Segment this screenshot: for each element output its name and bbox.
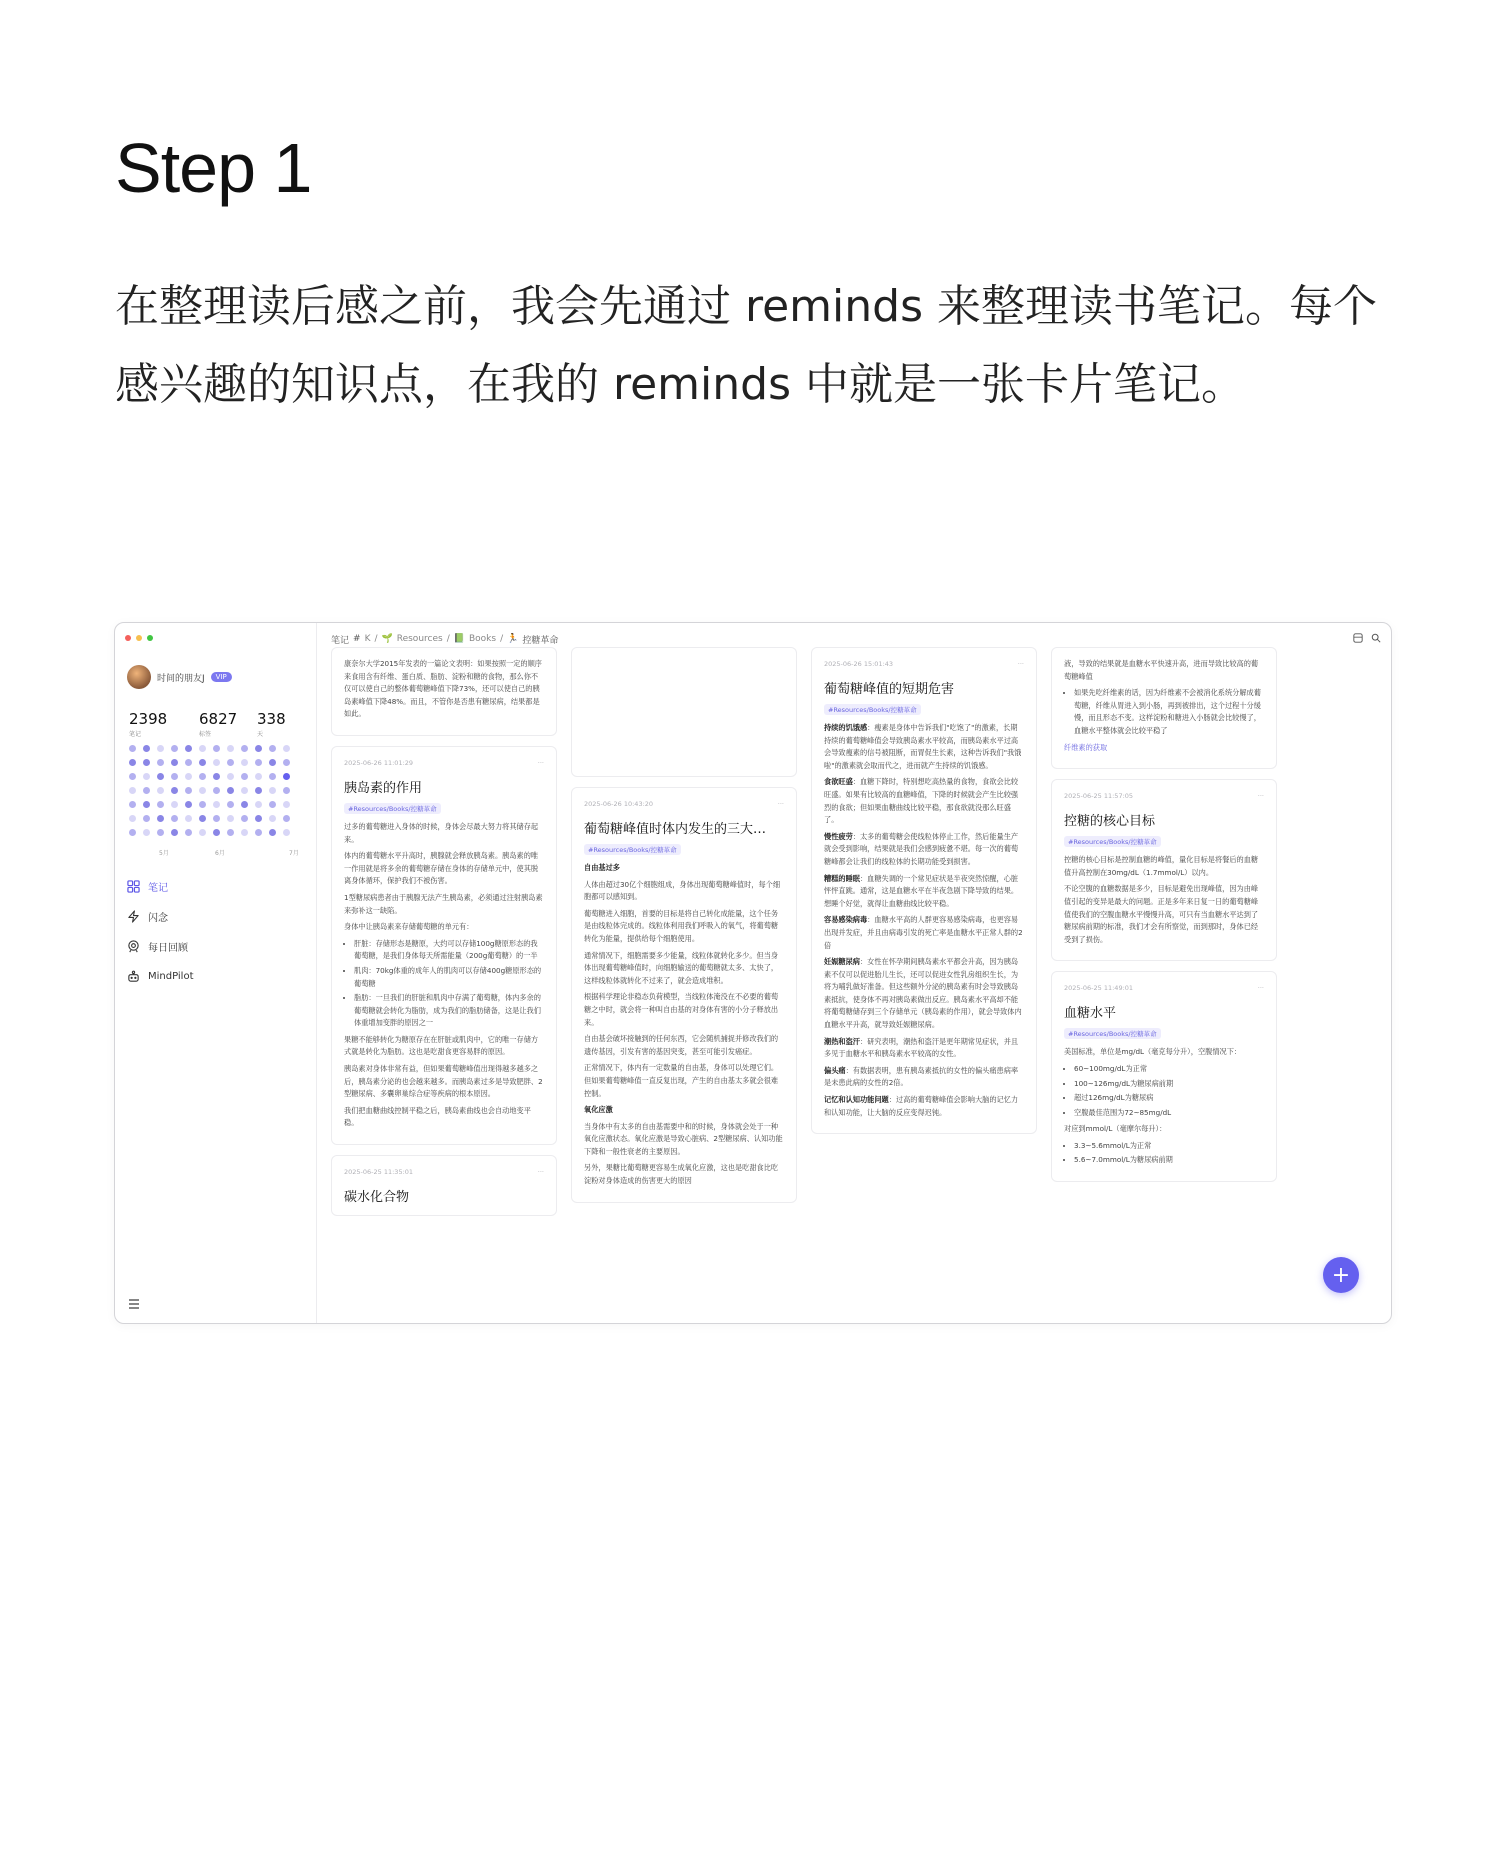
breadcrumb: 笔记 # K / 🌱 Resources / 📗 Books / 🏃 控糖革命 <box>317 623 1391 655</box>
heatmap-cell[interactable] <box>199 829 206 836</box>
heatmap-cell[interactable] <box>129 815 136 822</box>
heatmap-cell[interactable] <box>255 829 262 836</box>
note-title: 血糖水平 <box>1064 1006 1117 1022</box>
heatmap-cell[interactable] <box>227 815 234 822</box>
note-tag[interactable]: #Resources/Books/控糖革命 <box>824 704 921 715</box>
note-title: 葡萄糖峰值的短期危害 <box>824 682 955 697</box>
heatmap-cell[interactable] <box>255 745 262 752</box>
sidebar-nav <box>127 871 194 991</box>
stat-value: 338 <box>257 710 286 728</box>
sidebar <box>115 623 317 1323</box>
note-tag[interactable]: #Resources/Books/控糖革命 <box>584 844 681 855</box>
heatmap-month-label: 7月 <box>289 850 299 857</box>
heatmap-cell[interactable] <box>143 759 150 766</box>
note-title: 碳水化合物 <box>344 1190 410 1206</box>
note-tag[interactable]: #Resources/Books/控糖革命 <box>344 803 441 814</box>
breadcrumb-books[interactable]: Books <box>468 634 497 644</box>
heatmap-cell[interactable] <box>185 773 192 780</box>
vip-badge: VIP <box>211 672 232 682</box>
note-body: 美国标准，单位是mg/dL（毫克每分升），空腹情况下： • 60~100mg/dL为正常 • 100~126mg/dL为糖尿病前期 • 超过126mg/dL为糖尿病 • 空腹最佳范围为72~85mg/dL 对应到mmol/L（毫摩尔每升）： • 3.3~5.6mmol/L为正常 • 5.6~7.0mmol/L为糖尿病前期 <box>1064 1046 1264 1167</box>
note-card[interactable] <box>331 647 557 736</box>
heatmap-cell[interactable] <box>255 773 262 780</box>
user-name: 时间的朋友J <box>157 673 205 684</box>
review-icon <box>127 940 140 953</box>
search-icon[interactable] <box>1371 633 1381 643</box>
heatmap-cell[interactable] <box>157 815 164 822</box>
heatmap-cell[interactable] <box>269 829 276 836</box>
sidebar-item-label: 笔记 <box>148 882 168 894</box>
heatmap-cell[interactable] <box>171 759 178 766</box>
heatmap-cell[interactable] <box>185 801 192 808</box>
heatmap-cell[interactable] <box>227 787 234 794</box>
note-body: 控糖的核心目标是控制血糖的峰值，量化目标是将餐后的血糖值升高控制在30mg/dL（1.7mmol/L）以内。 不论空腹的血糖数据是多少，目标是避免出现峰值，因为由峰值引起的变异是最大的问题。正是多年来日复一日的葡萄糖峰值使我们的空腹血糖水平慢慢升高，可只有当血糖水平达到了糖尿病前期的标准，我们才会有所察觉，而到那时，身体已经受到了损伤。 <box>1064 855 1259 944</box>
heatmap-cell[interactable] <box>171 815 178 822</box>
note-card[interactable] <box>1051 779 1277 961</box>
note-body: 过多的葡萄糖进入身体的时候，身体会尽最大努力将其储存起来。 体内的葡萄糖水平升高时，胰腺就会释放胰岛素。胰岛素的唯一作用就是将多余的葡萄糖存储在身体的存储单元中，使其脱离身体循环，保护我们不被伤害。 1型糖尿病患者由于胰腺无法产生胰岛素，必须通过注射胰岛素来弥补这一缺陷。 身体中让胰岛素来存储葡萄糖的单元有： • 肝脏：存储形态是糖原，大约可以存储100g糖原形态的我葡萄糖，是我们身体每天所需能量（200g葡萄糖）的一半 • 肌肉：70kg体重的成年人的肌肉可以存储400g糖原形态的葡萄糖 • 脂肪：一旦我们的肝脏和肌肉中存满了葡萄糖，体内多余的葡萄糖就会转化为脂肪，成为我们的脂肪储备，这是让我们体重增加变胖的原因之一 果糖不能够转化为糖原存在在肝脏或肌肉中，它的唯一存储方式就是转化为脂肪。这也是吃甜食更容易胖的原因。 胰岛素对身体非常有益，但如果葡萄糖峰值出现得越多越多之后，胰岛素分泌的也会越来越多。而胰岛素过多是导致肥胖、2型糖尿病、多囊卵巢综合症等疾病的根本原因。 我们把血糖曲线控制平稳之后，胰岛素曲线也会自动地变平稳。 <box>344 821 544 1130</box>
heatmap-cell[interactable] <box>171 745 178 752</box>
more-icon[interactable]: ··· <box>537 758 544 767</box>
heatmap-cell[interactable] <box>157 759 164 766</box>
heatmap-cell[interactable] <box>185 787 192 794</box>
heatmap-cell[interactable] <box>269 787 276 794</box>
heatmap-cell[interactable] <box>129 801 136 808</box>
note-body: 自由基过多 人体由超过30亿个细胞组成，身体出现葡萄糖峰值时，每个细胞都可以感知到。 葡萄糖进入细胞，首要的目标是将自己转化成能量，这个任务是由线粒体完成的。线粒体利用我们呼吸入的氧气，将葡萄糖转化为能量，提供给每个细胞使用。 通常情况下，细胞需要多少能量，线粒体就转化多少。但当身体出现葡萄糖峰值时，向细胞输送的葡萄糖就太多、太快了，这样线粒体就转化不过来了，就会造成堆积。 根据科学理论非稳态负荷模型，当线粒体淹没在不必要的葡萄糖之中时，就会将一种叫自由基的对身体有害的小分子释放出来。 自由基会破坏接触到的任何东西，它会随机捕捉并修改我们的遗传基因，引发有害的基因突变，甚至可能引发癌症。 正常情况下，体内有一定数量的自由基，身体可以处理它们。但如果葡萄糖峰值一直反复出现，产生的自由基太多就会很难控制。 氧化应激 当身体中有太多的自由基需要中和的时候，身体就会处于一种氧化应激状态。氧化应激是导致心脏病、2型糖尿病、认知功能下降和一般性衰老的主要原因。 另外，果糖比葡萄糖更容易生成氧化应激，这也是吃甜食比吃淀粉对身体造成的伤害更大的原因 <box>584 863 783 1186</box>
heatmap-cell[interactable] <box>199 815 206 822</box>
note-card[interactable] <box>1051 647 1277 769</box>
heatmap-cell[interactable] <box>157 829 164 836</box>
note-card[interactable] <box>811 647 1037 1134</box>
breadcrumb-root[interactable]: 笔记 <box>331 635 350 646</box>
heatmap-cell[interactable] <box>241 801 248 808</box>
heatmap-cell[interactable] <box>143 801 150 808</box>
heatmap-cell[interactable] <box>129 773 136 780</box>
heatmap-cell[interactable] <box>171 773 178 780</box>
heatmap-cell[interactable] <box>213 787 220 794</box>
note-date: 2025-06-26 11:01:29 <box>344 758 414 767</box>
breadcrumb-hash: # <box>353 634 361 644</box>
note-body: 持续的饥饿感：瘦素是身体中告诉我们"吃饱了"的激素，长期持续的葡萄糖峰值会导致胰岛素水平较高，而胰岛素水平过高会导致瘦素的信号被阻断，而胃促生长素，这种告诉我们"我饿啦"的激素就会取而代之，进而就产生持续的饥饿感。 食欲旺盛：血糖下降时，特别想吃高热量的食物，食欲会比较旺盛。如果有比较高的血糖峰值，下降的时候就会产生比较强烈的食欲；但如果血糖曲线比较平稳，那食欲就没那么旺盛了。 慢性疲劳：太多的葡萄糖会使线粒体停止工作，然后能量生产就会受到影响，结果就是我们会感到疲惫不堪。每一次的葡萄糖峰都会让我们的线粒体的长期功能受到损害。 糟糕的睡眠：血糖失调的一个常见症状是半夜突然惊醒，心脏怦怦直跳。通常，这是血糖水平在半夜急剧下降导致的结果。想睡个好觉，就得让血糖曲线比较平稳。 容易感染病毒：血糖水平高的人群更容易感染病毒，也更容易出现并发症，并且由病毒引发的死亡率是血糖水平正常人群的2倍 妊娠糖尿病：女性在怀孕期间胰岛素水平都会升高，因为胰岛素不仅可以促进胎儿生长，还可以促进女性乳房组织生长，为将为哺乳做好准备。但这些额外分泌的胰岛素有时会导致胰岛素抵抗，使身体不再对胰岛素做出反应。胰岛素水平高却不能将葡萄糖储存到三个存储单元（胰岛素的作用），就会导致体内血糖水平升高，就导致妊娠糖尿病。 潮热和盗汗：研究表明，潮热和盗汗是更年期常见症状，并且多见于血糖水平和胰岛素水平较高的女性。 偏头痛：有数据表明，患有胰岛素抵抗的女性的偏头痛患病率是未患此病的女性的2倍。 记忆和认知功能问题：过高的葡萄糖峰值会影响大脑的记忆力和认知功能，让大脑的反应变得迟钝。 <box>824 723 1023 1117</box>
notes-column <box>571 659 797 1213</box>
notes-column <box>331 659 557 1226</box>
heatmap-cell[interactable] <box>227 773 234 780</box>
breadcrumb-k[interactable]: K <box>364 634 371 644</box>
breadcrumb-current[interactable]: 控糖革命 <box>522 635 559 646</box>
heatmap-cell[interactable] <box>185 745 192 752</box>
sidebar-item-notes[interactable] <box>127 871 194 901</box>
more-icon[interactable]: ··· <box>1017 660 1024 668</box>
heatmap-cell[interactable] <box>129 759 136 766</box>
bolt-icon <box>127 910 140 923</box>
heatmap-cell[interactable] <box>143 787 150 794</box>
heatmap-cell[interactable] <box>241 787 248 794</box>
sidebar-item-daily-review[interactable] <box>127 931 194 961</box>
heatmap-cell[interactable] <box>213 829 220 836</box>
sidebar-item-flash[interactable] <box>127 901 194 931</box>
more-icon[interactable]: ··· <box>537 1168 544 1177</box>
heatmap-cell[interactable] <box>269 801 276 808</box>
book-icon: 📗 <box>453 634 465 644</box>
heatmap-cell[interactable] <box>255 787 262 794</box>
heatmap-cell[interactable] <box>269 745 276 752</box>
grid-icon <box>127 880 140 893</box>
stat-days <box>257 710 297 738</box>
sidebar-item-mindpilot[interactable] <box>127 961 194 991</box>
heatmap-cell[interactable] <box>227 759 234 766</box>
note-title: 胰岛素的作用 <box>344 780 423 796</box>
note-date: 2025-06-25 11:57:05 <box>1064 792 1134 801</box>
more-icon[interactable]: ··· <box>1257 984 1264 993</box>
sidebar-item-label: MindPilot <box>148 970 194 982</box>
heatmap-cell[interactable] <box>129 829 136 836</box>
note-card[interactable] <box>571 647 797 777</box>
heatmap-cell[interactable] <box>157 801 164 808</box>
heatmap-cell[interactable] <box>227 801 234 808</box>
heatmap-cell[interactable] <box>283 759 290 766</box>
heatmap-cell[interactable] <box>283 815 290 822</box>
heatmap-cell[interactable] <box>269 759 276 766</box>
heatmap-cell[interactable] <box>269 773 276 780</box>
more-icon[interactable]: ··· <box>777 800 784 808</box>
note-card[interactable] <box>331 1155 557 1216</box>
user-profile[interactable] <box>127 665 232 689</box>
stat-label: 天 <box>257 731 264 738</box>
heatmap-cell[interactable] <box>227 745 234 752</box>
note-card[interactable] <box>571 787 797 1203</box>
heatmap-cell[interactable] <box>185 829 192 836</box>
stat-value: 6827 <box>199 710 238 728</box>
heatmap-cell[interactable] <box>283 773 290 780</box>
sidebar-item-label: 每日回顾 <box>148 942 188 954</box>
note-body: 康奈尔大学2015年发表的一篇论文表明：如果按照一定的顺序来食用含有纤维、蛋白质、脂肪、淀粉和糖的食物，那么你不仅可以使自己的整体葡萄糖峰值下降73%，还可以使自己的胰岛素峰值下降48%。而且，不管你是否患有糖尿病，结果都是如此。 <box>344 659 542 719</box>
heatmap-cell[interactable] <box>213 745 220 752</box>
heatmap-cell[interactable] <box>157 773 164 780</box>
note-tag[interactable]: #Resources/Books/控糖革命 <box>1064 836 1161 847</box>
heatmap-cell[interactable] <box>157 787 164 794</box>
stat-label: 标签 <box>199 731 212 738</box>
page-heading: Step 1 <box>115 129 312 207</box>
heatmap-cell[interactable] <box>213 801 220 808</box>
heatmap-cell[interactable] <box>143 815 150 822</box>
note-date: 2025-06-25 11:35:01 <box>344 1168 414 1177</box>
note-date: 2025-06-26 10:43:20 <box>584 800 654 808</box>
leaf-icon: 🌱 <box>381 634 393 644</box>
notes-column <box>811 659 1037 1144</box>
note-link[interactable]: 纤维素的获取 <box>1064 742 1108 752</box>
heatmap-cell[interactable] <box>171 829 178 836</box>
heatmap-cell[interactable] <box>283 829 290 836</box>
heatmap-cell[interactable] <box>199 745 206 752</box>
add-note-button[interactable]: + <box>1323 1257 1359 1293</box>
heatmap-cell[interactable] <box>255 815 262 822</box>
stat-notes <box>129 710 199 738</box>
heatmap-cell[interactable] <box>255 801 262 808</box>
note-date: 2025-06-25 11:49:01 <box>1064 984 1134 993</box>
heatmap-cell[interactable] <box>213 759 220 766</box>
heatmap-cell[interactable] <box>241 745 248 752</box>
heatmap-cell[interactable] <box>129 787 136 794</box>
avatar[interactable] <box>127 665 151 689</box>
layout-icon[interactable] <box>1353 633 1363 643</box>
heatmap-cell[interactable] <box>185 759 192 766</box>
heatmap-cell[interactable] <box>199 759 206 766</box>
note-card[interactable] <box>1051 971 1277 1182</box>
stat-label: 笔记 <box>129 731 142 738</box>
note-date: 2025-06-26 15:01:43 <box>824 660 894 668</box>
heatmap-cell[interactable] <box>283 801 290 808</box>
heatmap-cell[interactable] <box>241 815 248 822</box>
runner-icon: 🏃 <box>507 634 519 644</box>
activity-heatmap <box>129 745 290 836</box>
heatmap-cell[interactable] <box>241 759 248 766</box>
note-title: 控糖的核心目标 <box>1064 814 1156 830</box>
intro-text: 在整理读后感之前，我会先通过 reminds 来整理读书笔记。每个感兴趣的知识点，在我的 reminds 中就是一张卡片笔记。 <box>115 281 1377 410</box>
note-body: 液，导致的结果就是血糖水平快速升高，进而导致比较高的葡萄糖峰值 • 如果先吃纤维素的话，因为纤维素不会被消化系统分解成葡萄糖，纤维从胃进入到小肠，再到被排出，这个过程十分缓慢，而且形态不变。这样淀粉和糖进入小肠就会比较慢了，血糖水平整体就会比较平稳了 纤维素的获取 <box>1064 658 1264 754</box>
note-title: 葡萄糖峰值时体内发生的三大… <box>584 822 767 837</box>
heatmap-cell[interactable] <box>171 787 178 794</box>
heatmap-cell[interactable] <box>143 829 150 836</box>
breadcrumb-resources[interactable]: Resources <box>396 634 443 644</box>
stats-row <box>129 710 297 738</box>
heatmap-cell[interactable] <box>255 759 262 766</box>
stat-value: 2398 <box>129 710 168 728</box>
heatmap-cell[interactable] <box>199 787 206 794</box>
heatmap-cell[interactable] <box>199 801 206 808</box>
heatmap-cell[interactable] <box>227 829 234 836</box>
menu-icon[interactable] <box>127 1297 141 1311</box>
heatmap-month-label: 5月 <box>159 850 169 857</box>
heatmap-cell[interactable] <box>213 773 220 780</box>
sidebar-item-label: 闪念 <box>148 912 168 924</box>
note-tag[interactable]: #Resources/Books/控糖革命 <box>1064 1028 1161 1039</box>
heatmap-cell[interactable] <box>283 787 290 794</box>
heatmap-cell[interactable] <box>143 773 150 780</box>
heatmap-cell[interactable] <box>283 745 290 752</box>
app-window <box>114 622 1392 1324</box>
more-icon[interactable]: ··· <box>1257 792 1264 801</box>
robot-icon <box>127 970 140 983</box>
notes-column <box>1051 659 1277 1192</box>
heatmap-cell[interactable] <box>143 745 150 752</box>
heatmap-cell[interactable] <box>129 745 136 752</box>
heatmap-month-label: 6月 <box>215 850 225 857</box>
heatmap-cell[interactable] <box>241 829 248 836</box>
heatmap-cell[interactable] <box>157 745 164 752</box>
heatmap-cell[interactable] <box>185 815 192 822</box>
note-card[interactable] <box>331 746 557 1145</box>
heatmap-cell[interactable] <box>199 773 206 780</box>
heatmap-cell[interactable] <box>269 815 276 822</box>
heatmap-cell[interactable] <box>213 815 220 822</box>
heatmap-cell[interactable] <box>241 773 248 780</box>
heatmap-cell[interactable] <box>171 801 178 808</box>
